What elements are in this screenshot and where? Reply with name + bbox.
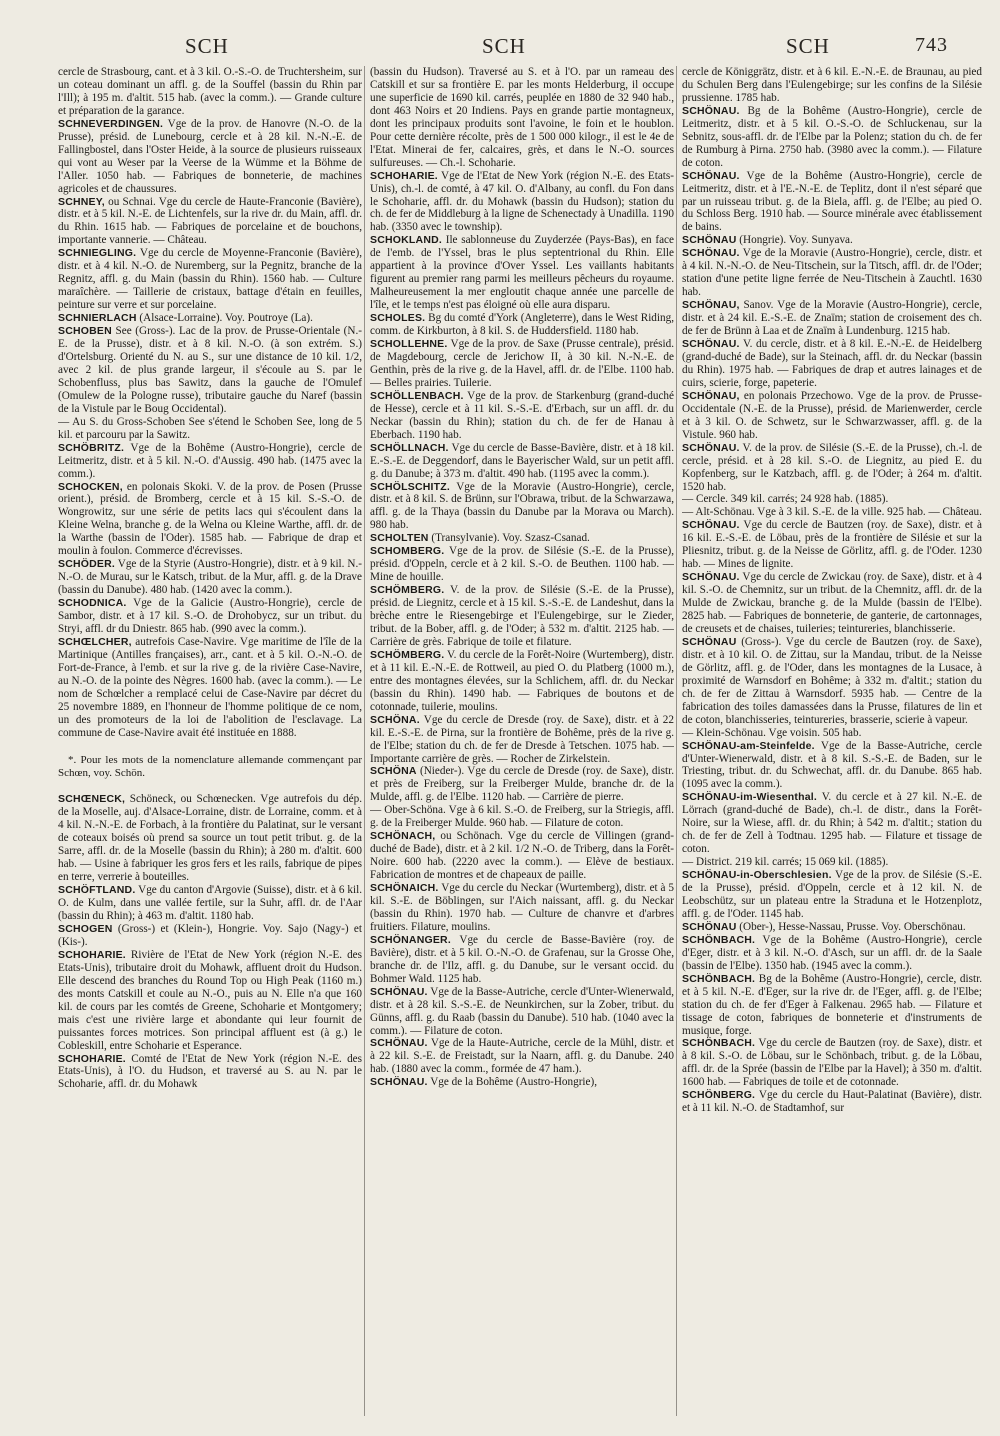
dictionary-entry bbox=[370, 1076, 674, 1089]
dictionary-entry bbox=[682, 234, 982, 247]
entry-headword: SCHÖNAU. bbox=[682, 338, 740, 351]
entry-text: (Gross-). Vge du cercle de Bautzen (roy. de Saxe), distr. et à 10 kil. O. de Zittau, sur la Mandau, tribut. de la Neisse de Görlitz, affl. g. de l'Oder, dans les montagnes de la Lusace, à proximité de Warnsdorf en Bohême; à 332 m. d'altit.; station du ch. de fer de Zittau à Warnsdorf. 5935 hab. — Centre de la fabrication des toiles damassées dans la Prusse, filatures de lin et de coton, blanchisseries, teintureries, brasserie, scierie à vapeur. bbox=[682, 635, 982, 726]
dictionary-entry bbox=[370, 338, 674, 390]
entry-text: (Alsace-Lorraine). Voy. Poutroye (La). bbox=[136, 312, 313, 325]
entry-headword: SCHÖNBACH. bbox=[682, 972, 756, 985]
entry-headword: SCHÖLLENBACH. bbox=[370, 389, 464, 402]
entry-headword: SCHÖNAU, bbox=[682, 299, 740, 312]
dictionary-entry bbox=[58, 118, 362, 196]
entry-headword: SCHÖNBACH. bbox=[682, 933, 756, 946]
entry-text: Comté de l'Etat de New York (région N.-E. des Etats-Unis), à l'O. du Hudson, et traversé au S. au N. par le Schoharie, affl. dr. du Mohawk bbox=[58, 1052, 362, 1091]
entry-text: Vge du cercle du Neckar (Wurtemberg), distr. et à 5 kil. S.-E. de Böblingen, sur l'Aich naissant, affl. g. du Neckar (bassin du Rhin). 1970 hab. — Culture de chanvre et d'arbres fruitiers. Filature, moulins. bbox=[370, 882, 674, 933]
entry-headword: SCHÖNAU, bbox=[682, 389, 740, 402]
entry-text: Vge de la Moravie (Austro-Hongrie), cercle, distr. et à 4 kil. N.-N.-O. de Neu-Titschein, sur la Titsch, affl. dr. de l'Oder; station d'une petite ligne ferrée de Neu-Titschein à Zauchtl. 1630 hab. bbox=[682, 247, 982, 299]
entry-text: ou Schnai. Vge du cercle de Haute-Franconie (Bavière), distr. et à 5 kil. N.-E. de Lichtenfels, sur la rive dr. du Main, affl. dr. du Rhin. 1615 hab. — Fabriques de porcelaine et de bouchons, importante vannerie. — Château. bbox=[58, 195, 362, 247]
entry-text: Vge de la prov. de Starkenburg (grand-duché de Hesse), cercle et à 11 kil. S.-S.-E. d'Erbach, sur un affl. dr. du Neckar (bassin du Rhin); station du ch. de fer de Hanau à Eberbach. 1190 hab. bbox=[370, 389, 674, 441]
dictionary-entry bbox=[682, 170, 982, 235]
entry-text: Vge de la Galicie (Austro-Hongrie), cercle de Sambor, distr. et à 17 kil. S.-O. de Drohobycz, sur un tribut. du Stryi, affl. dr du Dniestr. 865 hab. (990 avec la comm.). bbox=[58, 597, 362, 635]
entry-headword: SCHÖMBERG. bbox=[370, 584, 445, 597]
entry-text: Vge de la prov. de Hanovre (N.-O. de la Prusse), présid. de Lunebourg, cercle et à 28 kil. N.-N.-E. de Fallingbostel, dans l'Oster Heide, à la source de plusieurs ruisseaux qui vont au Weser par la Veerse de la Wümme et la Böhme de l'Aller. 1050 hab. — Fabriques de bonneterie, de machines agricoles et de chaussures. bbox=[58, 117, 362, 195]
dictionary-entry bbox=[370, 481, 674, 533]
entry-text: (Gross-) et (Klein-), Hongrie. Voy. Sajo (Nagy-) et (Kis-). bbox=[58, 923, 362, 948]
dictionary-entry bbox=[682, 390, 982, 442]
entry-text: Vge du cercle de Basse-Bavière (roy. de Bavière), distr. et à 5 kil. O.-N.-O. de Grafenau, sur la Grosse Ohe, branche dr. de l'Ilz, affl. g. du Danube, sur le versant occid. du Bohmer Wald. 1125 hab. bbox=[370, 933, 674, 985]
entry-headword: SCHÖNAU. bbox=[682, 104, 740, 117]
dictionary-entry bbox=[682, 506, 982, 519]
dictionary-entry bbox=[682, 299, 982, 338]
text-column-2 bbox=[370, 66, 674, 1426]
text-column-3 bbox=[682, 66, 982, 1426]
entry-text: Vge du cercle du Haut-Palatinat (Bavière), distr. et à 11 kil. N.-O. de Stadtamhof, sur bbox=[682, 1089, 982, 1115]
dictionary-entry bbox=[58, 949, 362, 1053]
dictionary-entry bbox=[58, 636, 362, 740]
entry-text: (Hongrie). Voy. Sunyava. bbox=[736, 234, 853, 247]
entry-text: Bg de la Bohême (Austro-Hongrie), cercle de Leitmeritz, distr. et à 5 kil. O.-S.-O. de Schluckenau, sur la Sebnitz, sous-affl. dr. de l'Elbe par la Polenz; station du ch. de fer de Rumburg à Pirna. 2750 hab. (3980 avec la comm.). — Filature de coton. bbox=[682, 104, 982, 169]
footnote bbox=[58, 754, 362, 780]
entry-headword: SCHÖNBACH. bbox=[682, 1037, 756, 1050]
entry-text: Vge de la prov. de Silésie (S.-E. de la Prusse), présid. d'Oppeln, cercle et à 2 kil. S.-O. de Beuthen. 1100 hab. — Mine de houille. bbox=[370, 545, 674, 584]
entry-headword: SCHÖNAU-in-Oberschlesien. bbox=[682, 869, 832, 882]
entry-headword: SCHÖNAU bbox=[682, 635, 737, 648]
entry-headword: SCHŒLCHER, bbox=[58, 635, 132, 648]
entry-text: Ile sablonneuse du Zuyderzée (Pays-Bas), en face de l'emb. de l'Yssel, bras le plus septentrional du Rhin. Elle appartient à la province d'Over Yssel. Les vaillants habitants figurent au premier rang parmi les meilleurs pêcheurs du royaume. Malheureusement la mer engloutit chaque année une parcelle de l'île, et le temps n'est pas éloigné où elle aura disparu. bbox=[370, 234, 674, 312]
dictionary-entry bbox=[682, 493, 982, 506]
dictionary-entry bbox=[370, 442, 674, 481]
entry-text: (Nieder-). Vge du cercle de Dresde (roy. de Saxe), distr. et près de Freiberg, sur la Freiberger Mulde, branche dr. de la Mulde, affl. g. de l'Elbe. 1120 hab. — Carrière de pierre. bbox=[370, 765, 674, 804]
entry-headword: SCHOMBERG. bbox=[370, 545, 445, 558]
dictionary-entry bbox=[370, 934, 674, 986]
dictionary-entry bbox=[682, 571, 982, 636]
entry-text: (bassin du Hudson). Traversé au S. et à l'O. par un rameau des Catskill et sur sa frontière E. par les monts Helderburg, il occupe une superficie de 1690 kil. carrés, peuplée en 1880 de 32 940 hab., dont 463 Noirs et 20 Indiens. Pays en grande partie montagneux, dont les principaux produits sont l'avoine, le foin et le houblon. Pour cette dernière récolte, près de 1 500 000 kilogr., il est le 4e de l'Etat. Minerai de fer, calcaires, grès, et dans le N.-O. sources sulfureuses. — Ch.-l. Schoharie. bbox=[370, 66, 674, 169]
entry-headword: SCHÖNA. bbox=[370, 713, 420, 726]
entry-headword: SCHOHARIE. bbox=[58, 1052, 126, 1065]
entry-headword: SCHÖNAU. bbox=[682, 571, 740, 584]
entry-headword: SCHÖNAU. bbox=[682, 519, 740, 532]
dictionary-entry bbox=[370, 882, 674, 934]
dictionary-entry bbox=[682, 869, 982, 921]
dictionary-entry bbox=[682, 856, 982, 869]
dictionary-entry bbox=[682, 636, 982, 727]
entry-text: Vge du cercle de Zwickau (roy. de Saxe), distr. et à 4 kil. S.-O. de Chemnitz, sur un tribut. de la Chemnitz, affl. dr. de la Mulde de Zwickau, branche g. de la Mulde (bassin de l'Elbe). 2825 hab. — Fabriques de bonneterie, de ganterie, de cartonnages, de creusets et de chaises, tuileries; teintureries, blanchisserie. bbox=[682, 571, 982, 635]
dictionary-entry bbox=[58, 481, 362, 559]
dictionary-entry bbox=[682, 247, 982, 299]
dictionary-entry bbox=[370, 765, 674, 804]
dictionary-entry bbox=[370, 312, 674, 338]
entry-text: Bg de la Bohême (Austro-Hongrie), cercle, distr. et à 5 kil. N.-E. d'Eger, sur la rive dr. de l'Eger, affl. g. de l'Elbe; station du ch. de fer d'Eger à Falkenau. 2965 hab. — Filature et tissage de coton, fabriques de bonneterie et d'instruments de musique, forge. bbox=[682, 972, 982, 1037]
entry-headword: SCHÖNAU. bbox=[370, 985, 428, 998]
entry-headword: SCHŒNECK, bbox=[58, 793, 126, 806]
entry-text: Vge de la Moravie (Austro-Hongrie), cercle, distr. et à 8 kil. S. de Brünn, sur l'Obrawa, tribut. de la Schwarzawa, affl. g. de la Thaya (bassin du Danube par la Morava ou March). 980 hab. bbox=[370, 480, 674, 532]
dictionary-entry bbox=[370, 804, 674, 830]
entry-text: Vge de la Basse-Autriche, cercle d'Unter-Wienerwald, distr. et à 28 kil. S.-S.-E. de Neunkirchen, sur la Zober, tribut. du Günns, affl. g. du Raab (bassin du Danube). 510 hab. (1040 avec la comm.). — Filature de coton. bbox=[370, 985, 674, 1037]
entry-headword: SCHOCKEN, bbox=[58, 480, 123, 493]
entry-text: — Klein-Schönau. Vge voisin. 505 hab. bbox=[682, 726, 862, 739]
entry-headword: SCHOGEN bbox=[58, 923, 113, 935]
dictionary-entry bbox=[58, 1053, 362, 1092]
column-divider bbox=[364, 66, 365, 1416]
dictionary-entry bbox=[682, 973, 982, 1038]
entry-headword: SCHOLES. bbox=[370, 312, 426, 325]
entry-text: Vge de la Styrie (Austro-Hongrie), distr. et à 9 kil. N.-N.-O. de Murau, sur le Katsch, tribut. de la Mur, affl. g. de la Drave (bassin du Danube). 480 hab. (1420 avec la comm.). bbox=[58, 558, 362, 597]
dictionary-entry bbox=[370, 532, 674, 545]
entry-text: Vge de la Basse-Autriche, cercle d'Unter-Wienerwald, distr. et à 8 kil. S.-S.-E. de Baden, sur le Triesting, tribut. dr. du Schwechat, affl. dr. du Danube. 865 hab. (1095 avec la comm.). bbox=[682, 739, 982, 791]
entry-text: — Alt-Schönau. Vge à 3 kil. S.-E. de la ville. 925 hab. — Château. bbox=[682, 506, 982, 519]
entry-headword: SCHÖNAU-am-Steinfelde. bbox=[682, 739, 815, 752]
entry-text: Vge de l'Etat de New York (région N.-E. des Etats-Unis), ch.-l. de comté, à 47 kil. O. d'Albany, au confl. du Fon dans le Schoharie, affl. dr. du Mohawk (bassin du Hudson); station du ch. de fer de Middleburg à la ligne de Schenectady à Unadilla. 1190 hab. (3350 avec le township). bbox=[370, 169, 674, 234]
entry-headword: SCHÖNAU bbox=[682, 234, 737, 247]
dictionary-entry bbox=[682, 791, 982, 856]
entry-headword: SCHÖNAICH. bbox=[370, 882, 439, 895]
entry-headword: SCHÖNA bbox=[370, 765, 417, 778]
dictionary-entry bbox=[370, 234, 674, 312]
dictionary-entry bbox=[682, 921, 982, 934]
entry-text: Vge du cercle de Basse-Bavière, distr. et à 18 kil. E.-S.-E. de Deggendorf, dans le Bayerischer Wald, sur un petit affl. g. du Danube; à 373 m. d'altit. 490 hab. (1195 avec la comm.). bbox=[370, 441, 674, 480]
entry-headword: SCHÖFTLAND. bbox=[58, 884, 136, 897]
dictionary-entry bbox=[58, 247, 362, 312]
page-number: 743 bbox=[915, 34, 948, 56]
entry-text: Vge de la Bohême (Austro-Hongrie), cercle d'Eger, distr. et à 3 kil. N.-O. d'Asch, sur un affl. dr. de la Saale (bassin de l'Elbe). 1350 hab. (1945 avec la comm.). bbox=[682, 933, 982, 972]
entry-text: Schöneck, ou Schœnecken. Vge autrefois du dép. de la Moselle, auj. d'Alsace-Lorraine, distr. de Lorraine, comm. et à 4 kil. N.-N.-E. de Forbach, à la frontière du Palatinat, sur le versant de coteaux boisés où prend sa source un tout petit tribut. g. de la Sarre, affl. dr. de la Moselle (bassin du Rhin); à 280 m. d'altit. 600 hab. — Usine à fabriquer les gros fers et les rails, fabrique de pipes en terre, verrerie à bouteilles. bbox=[58, 793, 362, 884]
entry-headword: SCHNEY, bbox=[58, 195, 105, 208]
column-divider bbox=[676, 66, 677, 1416]
dictionary-entry bbox=[682, 1089, 982, 1115]
entry-text: — District. 219 kil. carrés; 15 069 kil. (1885). bbox=[682, 856, 889, 869]
entry-text: *. Pour les mots de la nomenclature allemande commençant par Schœn, voy. Schön. bbox=[58, 753, 362, 779]
dictionary-entry bbox=[58, 597, 362, 636]
entry-text: V. du cercle, distr. et à 8 kil. E.-N.-E. de Heidelberg (grand-duché de Bade), sur la Steinach, affl. dr. du Neckar (bassin du Rhin). 1975 hab. — Fabriques de drap et autres lainages et de cuirs, scierie, forge, papeterie. bbox=[682, 338, 982, 389]
entry-text: Bg du comté d'York (Angleterre), dans le West Riding, comm. de Kirkburton, à 8 kil. S. de Huddersfield. 1180 hab. bbox=[370, 312, 674, 338]
entry-headword: SCHÖNAU. bbox=[682, 169, 740, 182]
entry-headword: SCHOLTEN bbox=[370, 532, 429, 545]
entry-headword: SCHNIERLACH bbox=[58, 312, 137, 325]
entry-headword: SCHÖNACH, bbox=[370, 830, 436, 843]
entry-text: Vge de la prov. de Silésie (S.-E. de la Prusse), présid. d'Oppeln, cercle et à 12 kil. N. de Leobschütz, sur un plateau entre la Straduna et le Hotzenplotz, affl. g. de l'Oder. 1145 hab. bbox=[682, 869, 982, 920]
entry-text: Vge de la Bohême (Austro-Hongrie), bbox=[427, 1076, 598, 1089]
entry-text: V. du cercle de la Forêt-Noire (Wurtemberg), distr. et à 11 kil. E.-N.-E. de Rottweil, au pied O. du Platberg (1000 m.), entre des montagnes élevées, sur la Schlichem, affl. dr. du Neckar (bassin du Rhin). 1490 hab. — Fabriques de boutons et de cotonnade, tuilerie, moulins. bbox=[370, 648, 674, 713]
entry-headword: SCHÖMBERG. bbox=[370, 648, 445, 661]
dictionary-entry bbox=[682, 727, 982, 740]
entry-headword: SCHOBEN bbox=[58, 325, 112, 338]
dictionary-entry bbox=[58, 416, 362, 442]
dictionary-entry bbox=[682, 66, 982, 105]
entry-headword: SCHOHARIE. bbox=[370, 169, 438, 182]
text-column-1 bbox=[58, 66, 362, 1426]
entry-text: — Ober-Schöna. Vge à 6 kil. S.-O. de Freiberg, sur la Striegis, affl. g. de la Freiberger Mulde. 960 hab. — Filature de coton. bbox=[370, 804, 674, 830]
running-head-middle: SCH bbox=[482, 34, 526, 58]
dictionary-entry bbox=[370, 66, 674, 170]
dictionary-entry bbox=[682, 442, 982, 494]
entry-headword: SCHÖLLNACH. bbox=[370, 441, 449, 454]
entry-headword: SCHÖNAU. bbox=[370, 1037, 428, 1050]
entry-text: en polonais Skoki. V. de la prov. de Posen (Prusse orient.), présid. de Bromberg, cercle et à 15 kil. S.-S.-O. de Wongrowitz, sur une série de petits lacs qui s'écoulent dans la Kleine Welna, branche g. de la Welna ou Kleine Warthe, affl. dr. de la Warthe (bassin de l'Oder). 1585 hab. — Fabrique de drap et moulin à foulon. Commerce d'écrevisses. bbox=[58, 480, 362, 558]
dictionary-entry bbox=[370, 714, 674, 766]
dictionary-entry bbox=[58, 312, 362, 325]
running-head-right: SCH bbox=[786, 34, 830, 58]
entry-headword: SCHÖNAU. bbox=[682, 441, 740, 454]
dictionary-entry bbox=[370, 1037, 674, 1076]
dictionary-entry bbox=[370, 170, 674, 235]
entry-text: Vge de la Bohême (Austro-Hongrie), cercle de Leitmeritz, distr. et à 5 kil. N.-O. d'Aussig. 490 hab. (1475 avec la comm.). bbox=[58, 441, 362, 480]
dictionary-entry bbox=[370, 649, 674, 714]
dictionary-entry bbox=[682, 934, 982, 973]
dictionary-entry bbox=[58, 793, 362, 884]
entry-headword: SCHÖNAU-im-Wiesenthal. bbox=[682, 791, 817, 804]
dictionary-entry bbox=[370, 584, 674, 649]
dictionary-entry bbox=[682, 338, 982, 390]
dictionary-entry bbox=[370, 986, 674, 1038]
entry-headword: SCHOLLEHNE. bbox=[370, 338, 448, 351]
dictionary-entry bbox=[370, 545, 674, 584]
entry-headword: SCHÖBRITZ. bbox=[58, 441, 125, 454]
dictionary-entry bbox=[58, 558, 362, 597]
entry-text: Vge de la Bohême (Austro-Hongrie), cercle de Leitmeritz, distr. et à l'E.-N.-E. de Teplitz, dont il n'est séparé que par un ruisseau tribut. g. de la Biela, affl. g. de l'Elbe; au pied O. du Schloss Berg. 1910 hab. — Source minérale avec établissement de bains. bbox=[682, 169, 982, 234]
entry-text: Vge du cercle de Bautzen (roy. de Saxe), distr. et à 8 kil. S.-O. de Löbau, sur le Schönbach, tribut. g. de la Löbau, affl. dr. de la Sprée (bassin de l'Elbe par la Havel); à 350 m. d'altit. 1600 hab. — Fabriques de toile et de cotonnade. bbox=[682, 1037, 982, 1089]
dictionary-entry bbox=[58, 442, 362, 481]
entry-text: See (Gross-). Lac de la prov. de Prusse-Orientale (N.-E. de la Prusse), distr. et à 8 kil. N.-O. (à son extrém. S.) d'Ortelsburg. Orienté du N. au S., sur une distance de 10 kil. 1/2, avec 2 kil. de plus grande largeur, il s'écoule au S. par le Schobenfluss, plus bas Sawitz, dans la gauche de l'Omulef (Omulew de la Pologne russe), tributaire gauche du Naref (bassin de la Vistule par le Boug Occidental). bbox=[58, 325, 362, 415]
dictionary-entry bbox=[682, 740, 982, 792]
entry-headword: SCHOKLAND. bbox=[370, 234, 442, 247]
entry-headword: SCHÖNANGER. bbox=[370, 933, 451, 946]
entry-text: (Ober-), Hesse-Nassau, Prusse. Voy. Oberschönau. bbox=[736, 920, 966, 933]
dictionary-entry bbox=[58, 923, 362, 949]
entry-headword: SCHÖNAU. bbox=[682, 247, 740, 260]
entry-headword: SCHODNICA. bbox=[58, 597, 127, 610]
dictionary-entry bbox=[682, 105, 982, 170]
entry-text: en polonais Przechowo. Vge de la prov. de Prusse-Occidentale (N.-E. de la Prusse), présid. de Marienwerder, cercle et à 3 kil. O. de Schwetz, sur le Schwarzwasser, affl. g. de la Vistule. 960 hab. bbox=[682, 389, 982, 441]
entry-headword: SCHOHARIE. bbox=[58, 948, 126, 961]
entry-headword: SCHNEVERDINGEN. bbox=[58, 117, 164, 130]
entry-text: V. de la prov. de Silésie (S.-E. de la Prusse), présid. de Liegnitz, cercle et à 15 kil. S.-S.-E. de Landeshut, dans la brèche entre le Riesengebirge et l'Eulengebirge, sur le Zieder, tribut. de la Bober, affl. g. de l'Oder; à 532 m. d'altit. 2125 hab. — Carrière de grès. Fabrique de toile et filature. bbox=[370, 584, 674, 648]
entry-text: Rivière de l'Etat de New York (région N.-E. des Etats-Unis), tributaire droit du Mohawk, affluent droit du Hudson. Elle descend des branches du Round Top ou High Peak (1160 m.) des monts Catskill et coule au N.-O., puis au N. Elle n'a que 160 kil. de cours par les comtés de Greene, Schoharie et Montgomery; mais c'est une rivière large et abondante qui leur fournit de puissantes forces motrices. Son principal affluent est (à g.) le Cobleskill, entre Schoharie et Esperance. bbox=[58, 948, 362, 1052]
entry-headword: SCHÖLSCHITZ. bbox=[370, 480, 450, 493]
entry-text: ou Schönach. Vge du cercle de Villingen (grand-duché de Bade), distr. et à 2 kil. 1/2 N.-O. de Triberg, dans la Forêt-Noire. 600 hab. (2220 avec la comm.). — Elève de bestiaux. Fabrication de montres et de chapeaux de paille. bbox=[370, 830, 674, 882]
dictionary-entry bbox=[682, 1037, 982, 1089]
entry-text: Vge du cercle de Moyenne-Franconie (Bavière), distr. et à 4 kil. N.-O. de Nuremberg, sur la Pegnitz, branche de la Regnitz, affl. g. du Main (bassin du Rhin). 1560 hab. — Culture maraîchère. — Taillerie de cristaux, battage d'étain en feuilles, peinture sur verre et sur porcelaine. bbox=[58, 247, 362, 312]
entry-text: Sanov. Vge de la Moravie (Austro-Hongrie), cercle, distr. et à 24 kil. E.-S.-E. de Znaïm; station de croisement des ch. de fer de Brünn à Laa et de Znaïm à Lundenburg. 1215 hab. bbox=[682, 299, 982, 338]
dictionary-entry bbox=[58, 196, 362, 248]
dictionary-entry bbox=[58, 884, 362, 923]
running-head-left: SCH bbox=[185, 34, 229, 58]
entry-headword: SCHÖNAU bbox=[682, 920, 737, 933]
entry-text: Vge de la Haute-Autriche, cercle de la Mühl, distr. et à 22 kil. S.-E. de Freistadt, sur la Naarn, affl. g. du Danube. 240 hab. (1880 avec la comm., formée de 47 ham.). bbox=[370, 1037, 674, 1076]
entry-text: (Transylvanie). Voy. Szasz-Csanad. bbox=[428, 532, 590, 545]
dictionary-entry bbox=[370, 390, 674, 442]
dictionary-entry bbox=[58, 325, 362, 416]
entry-text: autrefois Case-Navire. Vge maritime de l'île de la Martinique (Antilles françaises), arr., cant. et à 5 kil. O.-N.-O. de Fort-de-France, à l'emb. et sur la rive g. de la rivière Case-Navire, au N.-O. de la pointe des Nègres. 1600 hab. (avec la comm.). — Le nom de Schœlcher a remplacé celui de Case-Navire par décret du 25 novembre 1889, en l'honneur de l'homme politique de ce nom, un des promoteurs de la loi de l'abolition de l'esclavage. La commune de Case-Navire avait été instituée en 1888. bbox=[58, 635, 362, 739]
dictionary-entry bbox=[370, 830, 674, 882]
entry-text: Vge du cercle de Dresde (roy. de Saxe), distr. et à 22 kil. E.-S.-E. de Pirna, sur la frontière de Bohême, près de la rive g. de l'Elbe; station du ch. de fer de Dresde à Tetschen. 1075 hab. — Importante carrière de grès. — Rocher de Zirkelstein. bbox=[370, 713, 674, 765]
entry-text: Vge du canton d'Argovie (Suisse), distr. et à 6 kil. O. de Kulm, dans une vallée fertile, sur la Suhr, affl. dr. de l'Aar (bassin du Rhin); à 463 m. d'altit. 1180 hab. bbox=[58, 884, 362, 923]
dictionary-entry bbox=[682, 519, 982, 571]
entry-headword: SCHNIEGLING. bbox=[58, 247, 137, 260]
entry-text: cercle de Strasbourg, cant. et à 3 kil. O.-S.-O. de Truchtersheim, sur un coteau dominant un affl. g. de la Souffel (bassin du Rhin par l'Ill); à 195 m. d'altit. 515 hab. (avec la comm.). — Grande culture et préparation de la garance. bbox=[58, 66, 362, 117]
entry-headword: SCHÖDER. bbox=[58, 558, 116, 571]
entry-text: V. de la prov. de Silésie (S.-E. de la Prusse), ch.-l. de cercle, présid. et à 28 kil. S.-O. de Liegnitz, au pied E. du Kopfenberg, sur le Katzbach, affl. g. de l'Oder; à 264 m. d'altit. 1520 hab. bbox=[682, 441, 982, 493]
entry-text: V. du cercle et à 27 kil. N.-E. de Lörrach (grand-duché de Bade), ch.-l. de distr., dans la Forêt-Noire, sur la Wiese, affl. dr. du Rhin; à 542 m. d'altit.; station du ch. de fer de Zell à Todtnau. 1295 hab. — Filature et tissage de coton. bbox=[682, 791, 982, 856]
entry-text: — Au S. du Gross-Schoben See s'étend le Schoben See, long de 5 kil. et parcouru par la Sawitz. bbox=[58, 415, 362, 441]
entry-headword: SCHÖNBERG. bbox=[682, 1089, 756, 1102]
entry-text: cercle de Königgrätz, distr. et à 6 kil. E.-N.-E. de Braunau, au pied du Schulen Berg dans l'Eulengebirge; sur les confins de la Silésie prussienne. 1785 hab. bbox=[682, 66, 982, 104]
entry-headword: SCHÖNAU. bbox=[370, 1076, 428, 1089]
entry-text: — Cercle. 349 kil. carrés; 24 928 hab. (1885). bbox=[682, 493, 889, 506]
dictionary-entry bbox=[58, 66, 362, 118]
entry-text: Vge de la prov. de Saxe (Prusse centrale), présid. de Magdebourg, cercle de Jerichow II, à 30 kil. N.-N.-E. de Genthin, près de la rive g. de la Havel, affl. dr. de l'Elbe. 1100 hab. — Belles prairies. Tuilerie. bbox=[370, 338, 674, 389]
entry-text: Vge du cercle de Bautzen (roy. de Saxe), distr. et à 16 kil. E.-S.-E. de Löbau, près de la frontière de Silésie et sur la Pliesnitz, tribut. g. de la Neisse de Görlitz, affl. g. de l'Oder. 1230 hab. — Mines de lignite. bbox=[682, 519, 982, 571]
